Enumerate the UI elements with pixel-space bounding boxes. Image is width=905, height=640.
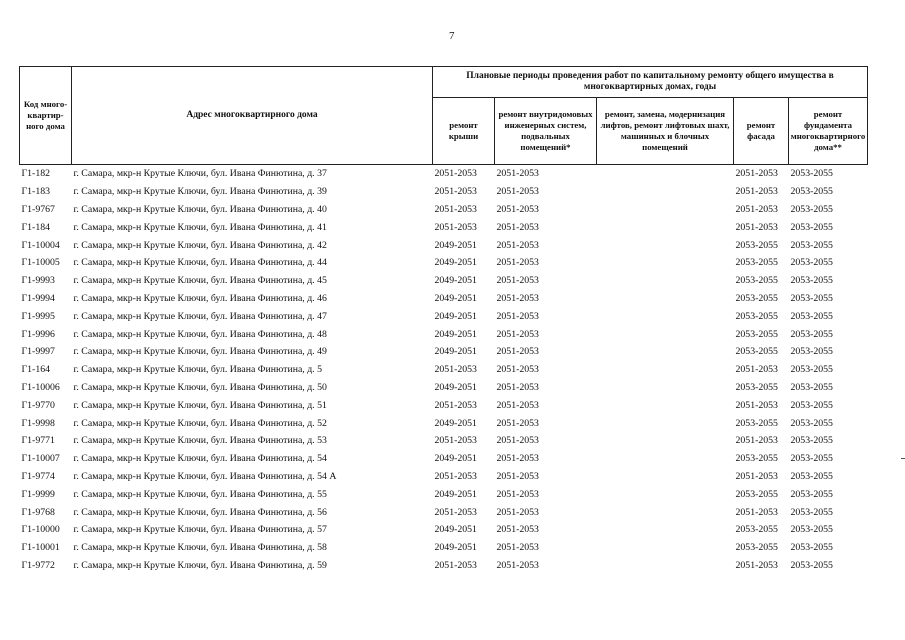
cell-internal-systems: 2051-2053 xyxy=(496,417,539,429)
cell-elevators xyxy=(597,485,734,503)
cell-elevators xyxy=(597,201,734,219)
cell-internal-systems: 2051-2053 xyxy=(496,506,539,518)
cell-foundation: 2053-2055 xyxy=(790,239,833,251)
cell-code: Г1-10004 xyxy=(21,239,60,251)
cell-facade: 2053-2055 xyxy=(735,292,778,304)
cell-internal-systems: 2051-2053 xyxy=(496,239,539,251)
cell-code: Г1-9998 xyxy=(21,417,55,429)
cell-roof: 2051-2053 xyxy=(434,203,477,215)
header-facade: ремонт фасада xyxy=(734,98,789,165)
cell-code: Г1-9999 xyxy=(21,488,55,500)
table-row xyxy=(20,290,868,308)
cell-address: г. Самара, мкр-н Крутые Ключи, бул. Ивана Финютина, д. 37 xyxy=(73,168,327,180)
table-row xyxy=(20,503,868,521)
table-row xyxy=(20,468,868,486)
table-row xyxy=(20,343,868,361)
cell-roof: 2051-2053 xyxy=(434,364,477,376)
cell-internal-systems: 2051-2053 xyxy=(496,257,539,269)
cell-code: Г1-9771 xyxy=(21,435,55,447)
cell-roof: 2049-2051 xyxy=(434,524,477,536)
cell-facade: 2053-2055 xyxy=(735,524,778,536)
cell-internal-systems: 2051-2053 xyxy=(496,328,539,340)
cell-foundation: 2053-2055 xyxy=(790,275,833,287)
cell-address: г. Самара, мкр-н Крутые Ключи, бул. Ивана Финютина, д. 53 xyxy=(73,435,327,447)
table-row xyxy=(20,325,868,343)
cell-foundation: 2053-2055 xyxy=(790,292,833,304)
header-internal-systems: ремонт внутридомовых инженерных систем, подвальных помещений* xyxy=(495,98,597,165)
table-row xyxy=(20,396,868,414)
cell-elevators xyxy=(597,236,734,254)
cell-facade: 2051-2053 xyxy=(735,399,778,411)
cell-facade: 2051-2053 xyxy=(735,506,778,518)
cell-address: г. Самара, мкр-н Крутые Ключи, бул. Ивана Финютина, д. 49 xyxy=(73,346,327,358)
cell-internal-systems: 2051-2053 xyxy=(496,381,539,393)
table-row xyxy=(20,254,868,272)
cell-address: г. Самара, мкр-н Крутые Ключи, бул. Ивана Финютина, д. 58 xyxy=(73,542,327,554)
cell-elevators xyxy=(597,183,734,201)
cell-internal-systems: 2051-2053 xyxy=(496,364,539,376)
cell-roof: 2049-2051 xyxy=(434,381,477,393)
table-row xyxy=(20,379,868,397)
table-row xyxy=(20,450,868,468)
cell-code: Г1-9774 xyxy=(21,470,55,482)
cell-foundation: 2053-2055 xyxy=(790,542,833,554)
cell-elevators xyxy=(597,307,734,325)
cell-foundation: 2053-2055 xyxy=(790,221,833,233)
cell-facade: 2053-2055 xyxy=(735,239,778,251)
cell-roof: 2049-2051 xyxy=(434,275,477,287)
cell-internal-systems: 2051-2053 xyxy=(496,310,539,322)
cell-roof: 2051-2053 xyxy=(434,559,477,571)
cell-facade: 2051-2053 xyxy=(735,186,778,198)
table-row xyxy=(20,272,868,290)
cell-elevators xyxy=(597,165,734,183)
cell-elevators xyxy=(597,379,734,397)
cell-address: г. Самара, мкр-н Крутые Ключи, бул. Ивана Финютина, д. 54 xyxy=(73,453,327,465)
cell-address: г. Самара, мкр-н Крутые Ключи, бул. Ивана Финютина, д. 40 xyxy=(73,203,327,215)
cell-elevators xyxy=(597,361,734,379)
cell-foundation: 2053-2055 xyxy=(790,203,833,215)
cell-internal-systems: 2051-2053 xyxy=(496,186,539,198)
cell-code: Г1-10006 xyxy=(21,381,60,393)
table-row xyxy=(20,539,868,557)
cell-facade: 2053-2055 xyxy=(735,346,778,358)
cell-facade: 2053-2055 xyxy=(735,328,778,340)
cell-foundation: 2053-2055 xyxy=(790,257,833,269)
cell-code: Г1-182 xyxy=(21,168,51,180)
cell-foundation: 2053-2055 xyxy=(790,506,833,518)
cell-facade: 2051-2053 xyxy=(735,221,778,233)
cell-roof: 2049-2051 xyxy=(434,417,477,429)
cell-code: Г1-9770 xyxy=(21,399,55,411)
cell-facade: 2053-2055 xyxy=(735,453,778,465)
table-row xyxy=(20,201,868,219)
cell-facade: 2053-2055 xyxy=(735,381,778,393)
cell-roof: 2049-2051 xyxy=(434,488,477,500)
cell-code: Г1-9995 xyxy=(21,310,55,322)
cell-address: г. Самара, мкр-н Крутые Ключи, бул. Ивана Финютина, д. 46 xyxy=(73,292,327,304)
table-row xyxy=(20,165,868,183)
cell-elevators xyxy=(597,503,734,521)
cell-address: г. Самара, мкр-н Крутые Ключи, бул. Ивана Финютина, д. 54 А xyxy=(73,470,337,482)
cell-internal-systems: 2051-2053 xyxy=(496,168,539,180)
cell-foundation: 2053-2055 xyxy=(790,364,833,376)
cell-facade: 2051-2053 xyxy=(735,364,778,376)
cell-code: Г1-9997 xyxy=(21,346,55,358)
cell-address: г. Самара, мкр-н Крутые Ключи, бул. Ивана Финютина, д. 5 xyxy=(73,364,322,376)
cell-roof: 2051-2053 xyxy=(434,435,477,447)
cell-elevators xyxy=(597,272,734,290)
cell-internal-systems: 2051-2053 xyxy=(496,203,539,215)
cell-facade: 2051-2053 xyxy=(735,470,778,482)
cell-code: Г1-184 xyxy=(21,221,51,233)
cell-foundation: 2053-2055 xyxy=(790,559,833,571)
cell-roof: 2051-2053 xyxy=(434,168,477,180)
cell-internal-systems: 2051-2053 xyxy=(496,435,539,447)
cell-code: Г1-9993 xyxy=(21,275,55,287)
cell-roof: 2049-2051 xyxy=(434,292,477,304)
cell-roof: 2049-2051 xyxy=(434,542,477,554)
cell-code: Г1-10001 xyxy=(21,542,60,554)
cell-elevators xyxy=(597,521,734,539)
cell-foundation: 2053-2055 xyxy=(790,328,833,340)
header-code: Код много-квартир-ного дома xyxy=(20,67,72,165)
cell-address: г. Самара, мкр-н Крутые Ключи, бул. Ивана Финютина, д. 48 xyxy=(73,328,327,340)
cell-address: г. Самара, мкр-н Крутые Ключи, бул. Ивана Финютина, д. 57 xyxy=(73,524,327,536)
cell-elevators xyxy=(597,468,734,486)
cell-elevators xyxy=(597,414,734,432)
cell-roof: 2051-2053 xyxy=(434,186,477,198)
cell-elevators xyxy=(597,539,734,557)
cell-foundation: 2053-2055 xyxy=(790,168,833,180)
cell-internal-systems: 2051-2053 xyxy=(496,488,539,500)
cell-internal-systems: 2051-2053 xyxy=(496,524,539,536)
cell-address: г. Самара, мкр-н Крутые Ключи, бул. Ивана Финютина, д. 45 xyxy=(73,275,327,287)
cell-roof: 2051-2053 xyxy=(434,399,477,411)
cell-address: г. Самара, мкр-н Крутые Ключи, бул. Ивана Финютина, д. 39 xyxy=(73,186,327,198)
cell-facade: 2051-2053 xyxy=(735,168,778,180)
cell-internal-systems: 2051-2053 xyxy=(496,292,539,304)
table-row xyxy=(20,361,868,379)
cell-foundation: 2053-2055 xyxy=(790,453,833,465)
table-row xyxy=(20,236,868,254)
table-row xyxy=(20,307,868,325)
cell-foundation: 2053-2055 xyxy=(790,346,833,358)
cell-internal-systems: 2051-2053 xyxy=(496,470,539,482)
cell-address: г. Самара, мкр-н Крутые Ключи, бул. Ивана Финютина, д. 56 xyxy=(73,506,327,518)
cell-code: Г1-9768 xyxy=(21,506,55,518)
table-row xyxy=(20,557,868,575)
table-row xyxy=(20,432,868,450)
cell-internal-systems: 2051-2053 xyxy=(496,542,539,554)
cell-facade: 2051-2053 xyxy=(735,203,778,215)
cell-address: г. Самара, мкр-н Крутые Ключи, бул. Ивана Финютина, д. 47 xyxy=(73,310,327,322)
cell-address: г. Самара, мкр-н Крутые Ключи, бул. Ивана Финютина, д. 52 xyxy=(73,417,327,429)
cell-code: Г1-10007 xyxy=(21,453,60,465)
cell-elevators xyxy=(597,450,734,468)
table-row xyxy=(20,485,868,503)
table-row xyxy=(20,218,868,236)
cell-code: Г1-10000 xyxy=(21,524,60,536)
table-row xyxy=(20,183,868,201)
cell-code: Г1-9767 xyxy=(21,203,55,215)
cell-roof: 2051-2053 xyxy=(434,221,477,233)
cell-address: г. Самара, мкр-н Крутые Ключи, бул. Ивана Финютина, д. 50 xyxy=(73,381,327,393)
table-body xyxy=(20,165,868,575)
cell-address: г. Самара, мкр-н Крутые Ключи, бул. Ивана Финютина, д. 51 xyxy=(73,399,327,411)
cell-roof: 2049-2051 xyxy=(434,346,477,358)
table-row xyxy=(20,521,868,539)
cell-address: г. Самара, мкр-н Крутые Ключи, бул. Ивана Финютина, д. 42 xyxy=(73,239,327,251)
cell-foundation: 2053-2055 xyxy=(790,310,833,322)
cell-roof: 2049-2051 xyxy=(434,328,477,340)
cell-foundation: 2053-2055 xyxy=(790,417,833,429)
cell-facade: 2051-2053 xyxy=(735,435,778,447)
header-elevators: ремонт, замена, модернизация лифтов, ремонт лифтовых шахт, машинных и блочных помещений xyxy=(597,98,734,165)
cell-roof: 2049-2051 xyxy=(434,239,477,251)
header-foundation: ремонт фундамента многоквартирного дома** xyxy=(789,98,868,165)
cell-foundation: 2053-2055 xyxy=(790,488,833,500)
cell-foundation: 2053-2055 xyxy=(790,399,833,411)
cell-elevators xyxy=(597,343,734,361)
cell-facade: 2053-2055 xyxy=(735,488,778,500)
cell-elevators xyxy=(597,254,734,272)
cell-address: г. Самара, мкр-н Крутые Ключи, бул. Ивана Финютина, д. 59 xyxy=(73,559,327,571)
cell-internal-systems: 2051-2053 xyxy=(496,399,539,411)
cell-address: г. Самара, мкр-н Крутые Ключи, бул. Ивана Финютина, д. 44 xyxy=(73,257,327,269)
cell-foundation: 2053-2055 xyxy=(790,381,833,393)
cell-internal-systems: 2051-2053 xyxy=(496,559,539,571)
cell-foundation: 2053-2055 xyxy=(790,470,833,482)
cell-roof: 2049-2051 xyxy=(434,310,477,322)
cell-elevators xyxy=(597,218,734,236)
cell-code: Г1-9772 xyxy=(21,559,55,571)
cell-address: г. Самара, мкр-н Крутые Ключи, бул. Ивана Финютина, д. 55 xyxy=(73,488,327,500)
header-address: Адрес многоквартирного дома xyxy=(72,67,433,165)
cell-code: Г1-9994 xyxy=(21,292,55,304)
cell-elevators xyxy=(597,557,734,575)
cell-roof: 2049-2051 xyxy=(434,257,477,269)
cell-elevators xyxy=(597,432,734,450)
edge-mark xyxy=(901,458,905,459)
cell-internal-systems: 2051-2053 xyxy=(496,275,539,287)
cell-code: Г1-183 xyxy=(21,186,51,198)
capital-repair-table xyxy=(19,66,868,574)
page-number: 7 xyxy=(449,30,455,42)
cell-internal-systems: 2051-2053 xyxy=(496,346,539,358)
cell-foundation: 2053-2055 xyxy=(790,435,833,447)
cell-roof: 2049-2051 xyxy=(434,453,477,465)
cell-elevators xyxy=(597,290,734,308)
cell-internal-systems: 2051-2053 xyxy=(496,453,539,465)
cell-facade: 2053-2055 xyxy=(735,417,778,429)
cell-facade: 2053-2055 xyxy=(735,542,778,554)
cell-elevators xyxy=(597,396,734,414)
cell-roof: 2051-2053 xyxy=(434,506,477,518)
cell-elevators xyxy=(597,325,734,343)
cell-roof: 2051-2053 xyxy=(434,470,477,482)
table-row xyxy=(20,414,868,432)
cell-facade: 2051-2053 xyxy=(735,559,778,571)
cell-facade: 2053-2055 xyxy=(735,310,778,322)
cell-foundation: 2053-2055 xyxy=(790,186,833,198)
cell-internal-systems: 2051-2053 xyxy=(496,221,539,233)
cell-facade: 2053-2055 xyxy=(735,275,778,287)
cell-code: Г1-164 xyxy=(21,364,51,376)
cell-address: г. Самара, мкр-н Крутые Ключи, бул. Ивана Финютина, д. 41 xyxy=(73,221,327,233)
header-roof: ремонт крыши xyxy=(433,98,495,165)
cell-code: Г1-10005 xyxy=(21,257,60,269)
cell-code: Г1-9996 xyxy=(21,328,55,340)
cell-foundation: 2053-2055 xyxy=(790,524,833,536)
cell-facade: 2053-2055 xyxy=(735,257,778,269)
header-plan-periods: Плановые периоды проведения работ по капитальному ремонту общего имущества в многоквартирных домах, годы xyxy=(433,67,868,98)
